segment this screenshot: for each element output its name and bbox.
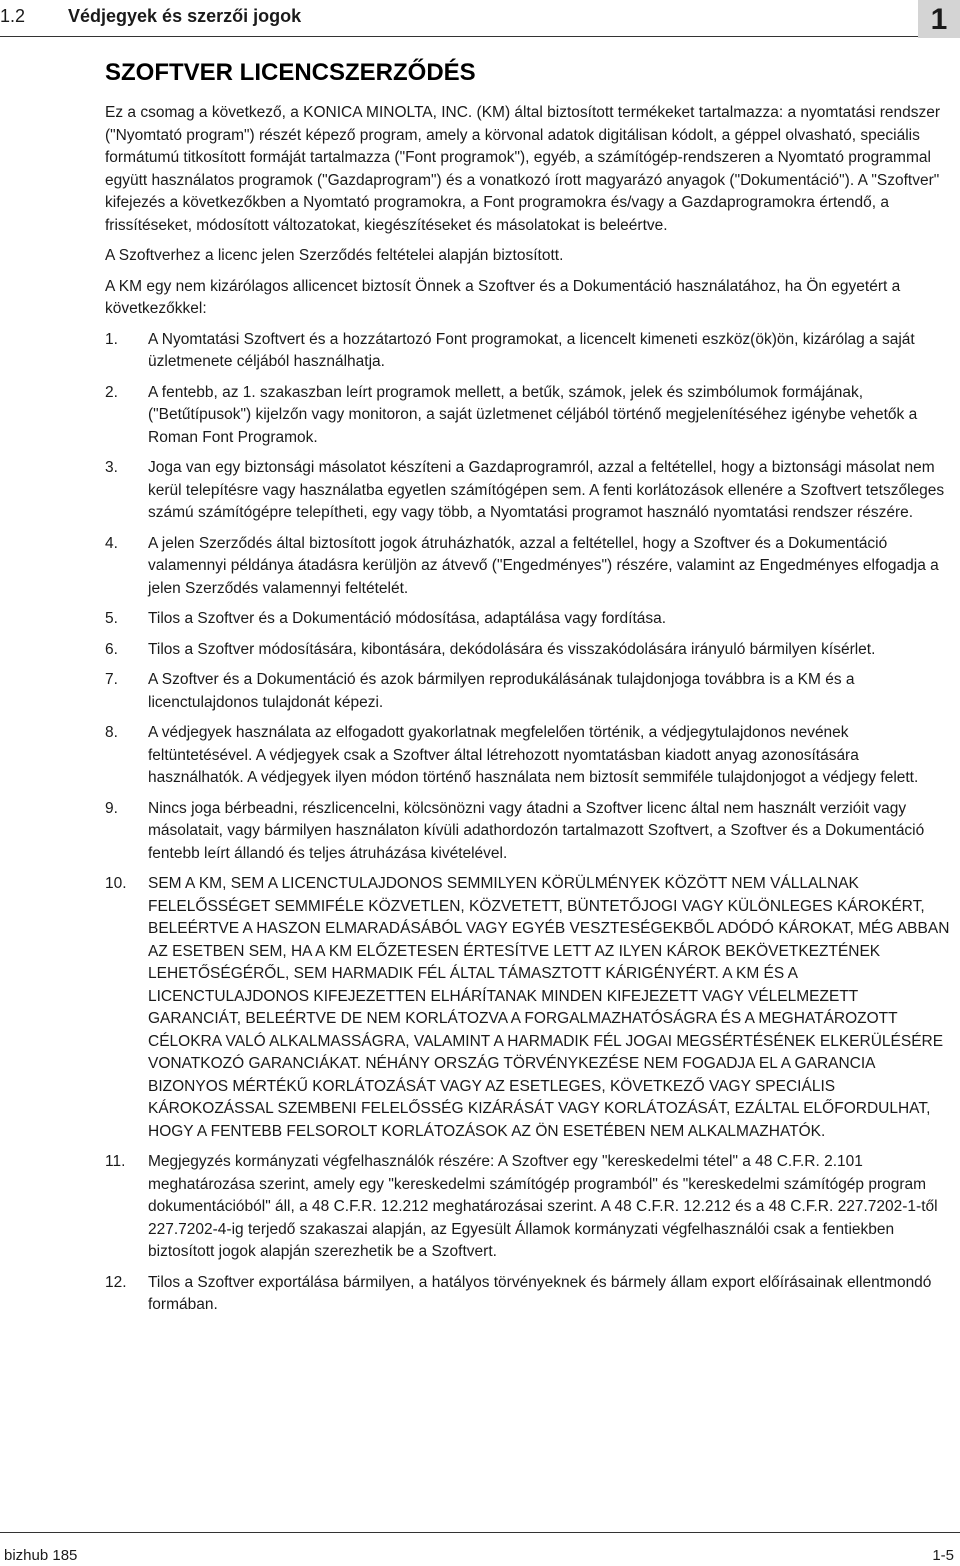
- list-item-text: Megjegyzés kormányzati végfelhasználók részére: A Szoftver egy "kereskedelmi tétel" a 48 C.F.R. 2.101 meghatározása szerint, amely egy "kereskedelmi számítógép programból" és "kereskedelmi számítógép program dokumentációból" áll, a 48 C.F.R. 12.212 meghatározásai szerint. A 48 C.F.R. 12.212 és a 48 C.F.R. 227.7202-1-től 227.7202-4-ig terjedő szakaszai alapján, az Egyesült Államok kormányzati végfelhasználói csak a fentiekben biztosított jogok alapján szerezhetik be a Szoftvert.: [148, 1153, 938, 1260]
- list-item-number: 5.: [105, 610, 118, 627]
- document-title: SZOFTVER LICENCSZERZŐDÉS: [105, 59, 476, 86]
- section-number: 1.2: [0, 6, 26, 26]
- list-item-text: Tilos a Szoftver exportálása bármilyen, a hatályos törvényeknek és bármely állam export előírásainak ellentmondó formában.: [148, 1273, 932, 1313]
- list-item-text: SEM A KM, SEM A LICENCTULAJDONOS SEMMILYEN KÖRÜLMÉNYEK KÖZÖTT NEM VÁLLALNAK FELELŐSSÉGET SEMMIFÉLE KÖZVETLEN, KÖZVETETT, BÜNTETŐJOGI VAGY KÜLÖNLEGES KÁROKÉRT, BELEÉRTVE A HASZON ELMARADÁSÁBÓL VAGY EGYÉB VESZTESÉGEKBŐL ADÓDÓ KÁROKAT, MÉG ABBAN AZ ESETBEN SEM, HA A KM ELŐZETESEN ÉRTESÍTVE LETT AZ ILYEN KÁROK BEKÖVETKEZTÉNEK LEHETŐSÉGÉRŐL, SEM HARMADIK FÉL ÁLTAL TÁMASZTOTT KÁRIGÉNYÉRT. A KM ÉS A LICENCTULAJDONOS KIFEJEZETTEN ELHÁRÍTANAK MINDEN KIFEJEZETT VAGY VÉLELMEZETT GARANCIÁT, BELEÉRTVE DE NEM KORLÁTOZVA A FORGALMAZHATÓSÁGRA ÉS A MEGHATÁROZOTT CÉLOKRA VALÓ ALKALMASSÁGRA, VALAMINT A HARMADIK FÉL JOGAI MEGSÉRTÉSÉNEK ELKERÜLÉSÉRE VONATKOZÓ GARANCIÁKAT. NÉHÁNY ORSZÁG TÖRVÉNYKEZÉSE NEM FOGADJA EL A GARANCIA BIZONYOS MÉRTÉKŰ KORLÁTOZÁSÁT VAGY AZ ESETLEGES, KÖVETKEZŐ VAGY SPECIÁLIS KÁROKOZÁSSAL SZEMBENI FELELŐSSÉG KIZÁRÁSÁT VAGY KORLÁTOZÁSÁT, EZÁLTAL ELŐFORDULHAT, HOGY A FENTEBB FELSOROLT KORLÁTOZÁSOK AZ ÖN ESETÉBEN NEM ALKALMAZHATÓK.: [148, 875, 950, 1140]
- product-name: bizhub 185: [4, 1547, 78, 1564]
- list-item: [105, 669, 955, 714]
- list-item-text: Joga van egy biztonsági másolatot készíteni a Gazdaprogramról, azzal a feltétellel, hogy a biztonsági másolat nem kerül telepítésre vagy használatba egyetlen számítógépen sem. A fenti korlátozások ellenére a Szoftvert tetszőleges számú számítógépre telepítheti, egy vagy több, a Nyomtatási programot használó nyomtatási rendszer részére.: [148, 459, 945, 521]
- terms-list: [105, 329, 955, 1317]
- list-item: [105, 873, 955, 1143]
- list-item-number: 8.: [105, 724, 118, 741]
- list-item-text: Tilos a Szoftver és a Dokumentáció módosítása, adaptálása vagy fordítása.: [148, 610, 667, 627]
- list-item-text: A jelen Szerződés által biztosított jogok átruházhatók, azzal a feltétellel, hogy a Szoftver és a Dokumentáció valamennyi példánya átadásra kerüljön az átvevő ("Engedményes") részére, valamint az Engedményes elfogadja a jelen Szerződés valamennyi feltételét.: [148, 534, 939, 597]
- list-item-number: 2.: [105, 383, 118, 401]
- license-paragraph: A Szoftverhez a licenc jelen Szerződés feltételei alapján biztosított.: [105, 247, 564, 264]
- page-header: [0, 0, 960, 40]
- list-item-text: A Nyomtatási Szoftvert és a hozzátartozó Font programokat, a licencelt kimeneti eszköz(ök)ön, kizárólag a saját üzletmenete céljából használhatja.: [148, 330, 915, 370]
- list-item-number: 12.: [105, 1273, 127, 1291]
- list-item: [105, 1272, 955, 1317]
- list-item-text: A Szoftver és a Dokumentáció és azok bármilyen reprodukálásának tulajdonjoga továbbra is a KM és a licenctulajdonos tulajdonát képezi.: [148, 671, 855, 711]
- list-item: [105, 533, 955, 601]
- list-item-number: 4.: [105, 534, 118, 552]
- sublicense-paragraph: A KM egy nem kizárólagos allicencet biztosít Önnek a Szoftver és a Dokumentáció használatához, ha Ön egyetért a következőkkel:: [105, 277, 901, 317]
- footer-divider: [0, 1532, 960, 1533]
- header-divider: [0, 36, 960, 37]
- list-item: [105, 722, 955, 790]
- list-item: [105, 639, 955, 662]
- list-item-number: 11.: [105, 1153, 126, 1170]
- list-item-text: A fentebb, az 1. szakaszban leírt programok mellett, a betűk, számok, jelek és szimbólumok formájának, ("Betűtípusok") kijelzőn vagy monitoron, a saját üzletmenet céljából történő megjelenítéséhez igénybe vehetők a Roman Font Programok.: [148, 383, 918, 446]
- intro-paragraph: Ez a csomag a következő, a KONICA MINOLTA, INC. (KM) által biztosított termékeket tartalmazza: a nyomtatási rendszer ("Nyomtató program") részét képező program, amely a körvonal adatok digitálisan kódolt, a géppel olvasható, speciális formátumú titkosított formáját tartalmazza ("Font programok"), egyéb, a számítógép-rendszeren a Nyomtató programmal együtt használatos programok ("Gazdaprogram") és a vonatkozó írott magyarázó anyagok ("Dokumentáció"). A "Szoftver" kifejezés a következőkben a Nyomtató programokra, a Font programokra és/vagy a Gazdaprogramokra értendő, a frissítéseket, módosított változatokat, kiegészítéseket és másolatokat is beleértve.: [105, 104, 940, 234]
- list-item-number: 1.: [105, 330, 118, 348]
- list-item: [105, 608, 955, 631]
- list-item: [105, 382, 955, 450]
- section-title: Védjegyek és szerzői jogok: [68, 6, 302, 26]
- chapter-tab: 1: [918, 0, 960, 38]
- list-item-number: 7.: [105, 671, 118, 688]
- list-item-text: Tilos a Szoftver módosítására, kibontására, dekódolására és visszakódolására irányuló bármilyen kísérlet.: [148, 640, 876, 658]
- list-item-number: 10.: [105, 875, 127, 892]
- list-item-number: 6.: [105, 640, 118, 658]
- list-item: [105, 329, 955, 374]
- list-item: [105, 798, 955, 866]
- page-number: 1-5: [932, 1547, 954, 1564]
- list-item: [105, 457, 955, 525]
- document-body: [105, 58, 955, 1325]
- list-item: [105, 1151, 955, 1264]
- list-item-number: 3.: [105, 459, 118, 476]
- list-item-text: A védjegyek használata az elfogadott gyakorlatnak megfelelően történik, a védjegytulajdonos nevének feltüntetésével. A védjegyek csak a Szoftver által létrehozott nyomtatásban kiadott anyag azonosítására használhatók. A védjegyek ilyen módon történő használata nem biztosít semmiféle tulajdonjogot a védjegy felett.: [148, 724, 919, 786]
- list-item-number: 9.: [105, 799, 118, 817]
- list-item-text: Nincs joga bérbeadni, részlicencelni, kölcsönözni vagy átadni a Szoftver licenc által nem használt verzióit vagy másolatait, vagy bármilyen használaton kívüli adathordozón tartalmazott Szoftvert, a Szoftver és a Dokumentáció fentebb leírt állandó és teljes átruházása kivételével.: [148, 799, 925, 862]
